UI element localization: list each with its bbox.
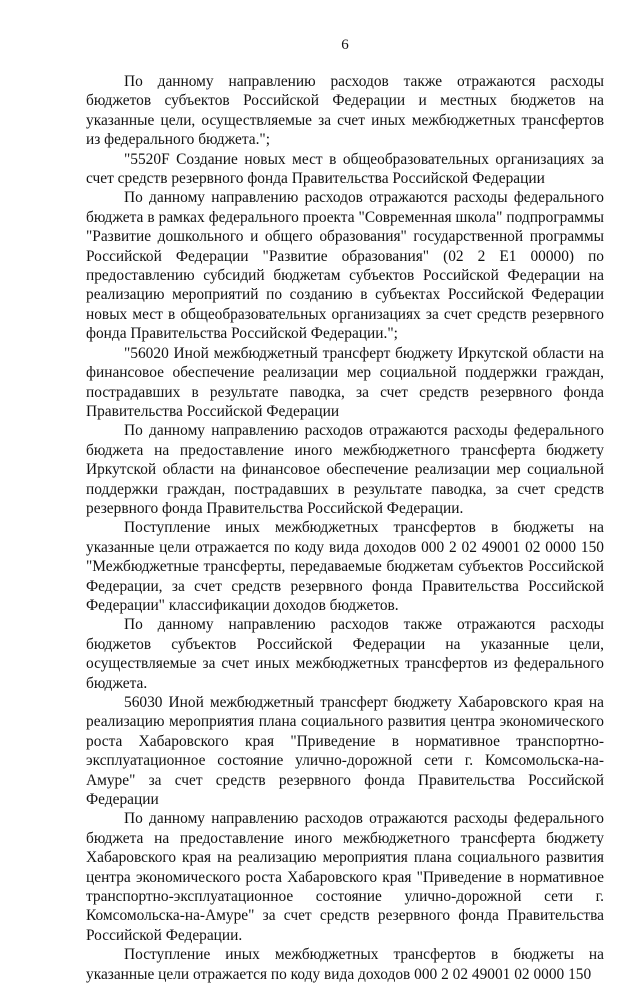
paragraph: По данному направлению расходов отражаются расходы федерального бюджета на предоставление иного межбюджетного трансферта бюджету Иркутской области на финансовое обеспечение реализации мер социальной поддержки граждан, пострадавших в результате паводка, за счет средств резервного фонда Правительства Российской Федерации. bbox=[86, 422, 604, 517]
paragraph: "5520F Создание новых мест в общеобразовательных организациях за счет средств резервного фонда Правительства Российской Федерации bbox=[86, 150, 604, 188]
paragraph: По данному направлению расходов также отражаются расходы бюджетов субъектов Российской Федерации на указанные цели, осуществляемые за счет иных межбюджетных трансфертов из федерального бюджета. bbox=[86, 616, 604, 692]
paragraph: По данному направлению расходов отражаются расходы федерального бюджета в рамках федерального проекта "Современная школа" подпрограммы "Развитие дошкольного и общего образования" государственной программы Российской Федерации "Развитие образования" (02 2 E1 00000) по предоставлению субсидий бюджетам субъектов Российской Федерации на реализацию мероприятий по созданию в субъектах Российской Федерации новых мест в общеобразовательных организациях за счет средств резервного фонда Правительства Российской Федерации."; bbox=[86, 189, 604, 343]
paragraph: Поступление иных межбюджетных трансфертов в бюджеты на указанные цели отражается по коду вида доходов 000 2 02 49001 02 0000 150 bbox=[86, 946, 604, 983]
paragraph: По данному направлению расходов отражаются расходы федерального бюджета на предоставление иного межбюджетного трансферта бюджету Хабаровского края на реализацию мероприятия плана социального развития центра экономического роста Хабаровского края "Приведение в нормативное транспортно-эксплуатационное состояние улично-дорожной сети г. Комсомольска-на-Амуре" за счет средств резервного фонда Правительства Российской Федерации. bbox=[86, 810, 604, 944]
page-number: 6 bbox=[341, 37, 349, 53]
paragraph: По данному направлению расходов также отражаются расходы бюджетов субъектов Российской Федерации и местных бюджетов на указанные цели, осуществляемые за счет иных межбюджетных трансфертов из федерального бюджета."; bbox=[86, 73, 604, 149]
paragraph: "56020 Иной межбюджетный трансферт бюджету Иркутской области на финансовое обеспечение реализации мер социальной поддержки граждан, пострадавших в результате паводка, за счет средств резервного фонда Правительства Российской Федерации bbox=[86, 344, 604, 420]
paragraph: 56030 Иной межбюджетный трансферт бюджету Хабаровского края на реализацию мероприятия плана социального развития центра экономического роста Хабаровского края "Приведение в нормативное транспортно-эксплуатационное состояние улично-дорожной сети г. Комсомольска-на-Амуре" за счет средств резервного фонда Правительства Российской Федерации bbox=[86, 694, 604, 809]
document-body bbox=[86, 72, 604, 984]
paragraph: Поступление иных межбюджетных трансфертов в бюджеты на указанные цели отражается по коду вида доходов 000 2 02 49001 02 0000 150 "Межбюджетные трансферты, передаваемые бюджетам субъектов Российской Федерации, за счет средств резервного фонда Правительства Российской Федерации" классификации доходов бюджетов. bbox=[86, 519, 604, 614]
